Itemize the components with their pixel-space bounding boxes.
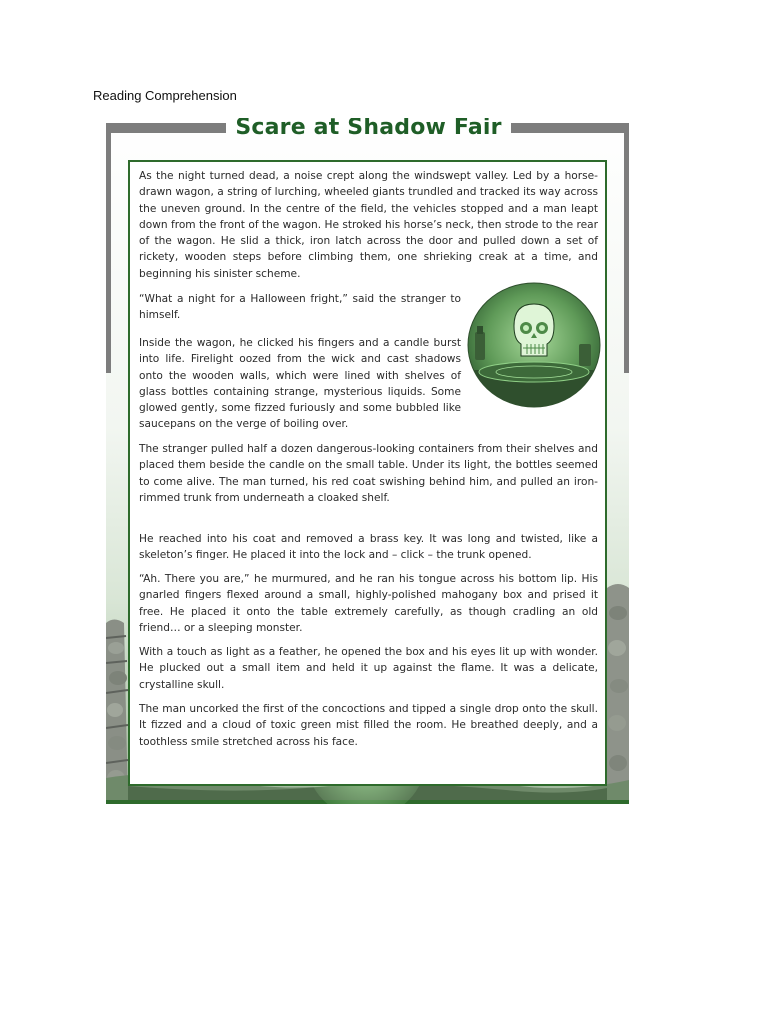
paragraph-1: As the night turned dead, a noise crept along the windswept valley. Led by a horse-drawn wagon, a string of lurching, wheeled giants trundled and tracked its way across the uneven ground. In the centre of the field, the vehicles stopped and a man leapt down from the front of the wagon. He stroked his horse’s neck, then strode to the rear of the wagon. He slid a thick, iron latch across the door and pulled down a set of rickety, wooden steps before climbing them, one shrieking creak at a time, and beginning his sinister scheme. [139,170,598,280]
paragraph-4: The stranger pulled half a dozen dangerous-looking containers from their shelves and placed them beside the candle on the small table. Under its light, the bottles seemed to come alive. The man turned, his red coat swishing behind him, and pulled an iron-rimmed trunk from underneath a cloaked shelf. [139,443,598,504]
worksheet [106,118,629,804]
document-label: Reading Comprehension [93,88,237,103]
worksheet-title: Scare at Shadow Fair [235,118,502,140]
paragraph-3: Inside the wagon, he clicked his fingers and a candle burst into life. Firelight oozed from the wick and cast shadows onto the wooden walls, which were lined with shelves of glass bottles containing strange, mysterious liquids. Some glowed gently, some fizzed furiously and some bubbled like saucepans on the verge of boiling over. [139,337,461,431]
paragraph-8: The man uncorked the first of the concoctions and tipped a single drop onto the skull. It fizzed and a cloud of toxic green mist filled the room. He breathed deeply, and a toothless smile stretched across his face. [139,703,598,748]
paragraph-2: “What a night for a Halloween fright,” said the stranger to himself. [139,293,461,322]
frame-right [624,123,629,373]
text-panel [128,160,607,786]
paragraph-5: He reached into his coat and removed a brass key. It was long and twisted, like a skeleton’s finger. He placed it into the lock and – click – the trunk opened. [139,533,598,562]
title-bar-right [511,123,629,133]
paragraph-6: “Ah. There you are,” he murmured, and he ran his tongue across his bottom lip. His gnarled fingers flexed around a small, highly-polished mahogany box and prised it free. He placed it onto the table extremely carefully, as though cradling an old friend… or a sleeping monster. [139,573,598,634]
title-bar-left [106,123,226,133]
frame-left [106,123,111,373]
glowing-skull-icon [467,282,601,408]
paragraph-7: With a touch as light as a feather, he opened the box and his eyes lit up with wonder. He plucked out a small item and held it up against the flame. It was a delicate, crystalline skull. [139,646,598,691]
